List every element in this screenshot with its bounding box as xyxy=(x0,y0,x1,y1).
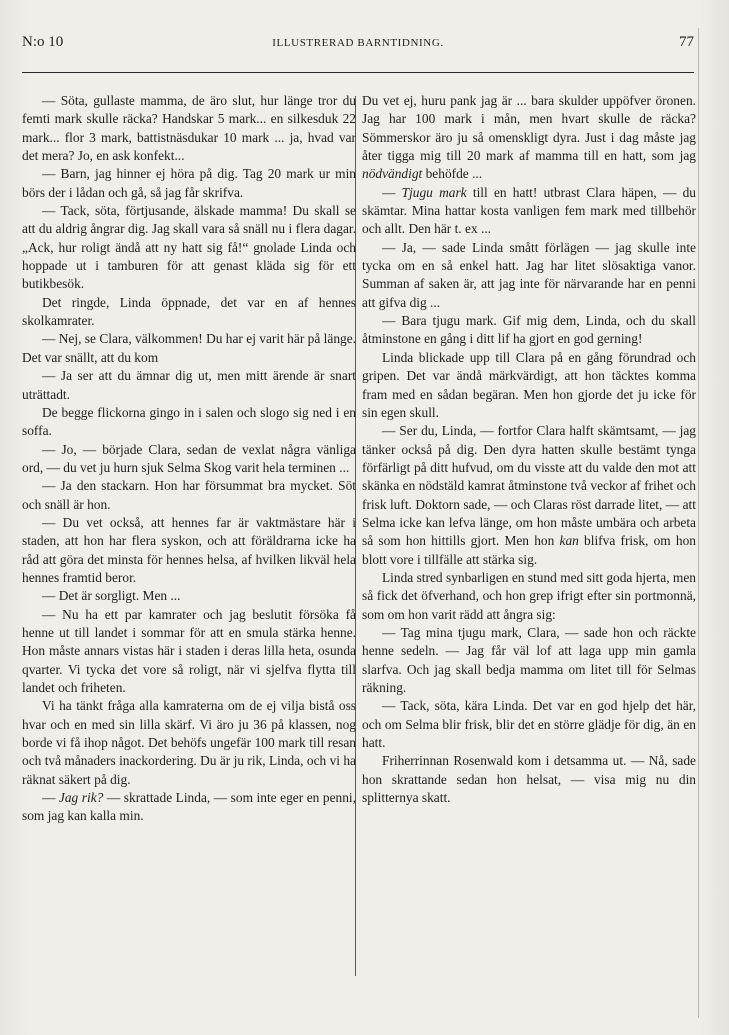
paragraph-text: — Ja ser att du ämnar dig ut, men mitt ärende är snart uträttadt. xyxy=(22,368,356,402)
paragraph xyxy=(22,587,356,605)
paragraph-text: — Ser du, Linda, — fortfor Clara halft skämtsamt, — jag tänker också på dig. Den dyra hatten skulle bestämt tynga förfärligt på ditt hufvud, om du visste att du valde den mot att skänka en nödstäld kamrat åtminstone två veckor af frihet och frisk luft. Doktorn sade, — och Claras röst darrade litet, — att Selma icke kan lefva länge, om hon måste umbära och arbeta så som hon hittills gjort. Men hon xyxy=(362,423,696,549)
paragraph-text: — Ja, — sade Linda smått förlägen — jag skulle inte tycka om en så enkel hatt. Jag har litet slösaktiga vanor. Summan af saken är, att jag inte för närvarande har en penni att gifva dig ... xyxy=(362,239,696,310)
paragraph-text: till en hatt! utbrast Clara häpen, — du skämtar. Mina hattar kosta vanligen fem mark med tillbehör och allt. Den här t. ex ... xyxy=(362,184,696,237)
paragraph xyxy=(22,441,356,478)
paragraph xyxy=(362,422,696,569)
paragraph xyxy=(362,752,696,807)
paragraph xyxy=(362,312,696,349)
paragraph-text: — Söta, gullaste mamma, de äro slut, hur länge tror du femti mark skulle räcka? Handskar 5 mark... en silkesduk 22 mark... flor 3 mark, battistnäsdukar 10 mark ... ja, hvad var det mera? Jo, en ask konfekt... xyxy=(22,93,356,164)
paragraph-text: — Tack, söta, kära Linda. Det var en god hjelp det här, och om Selma blir frisk, blir det en större glädje för dig, än en hatt. xyxy=(362,698,696,751)
paragraph xyxy=(22,477,356,514)
emphasis-text: kan xyxy=(559,533,579,549)
paragraph-text: Linda blickade upp till Clara på en gång förundrad och gripen. Det var ändå märkvärdigt, att hon täcktes komma fram med en sådan begäran. Men hon gjorde det ju icke för sin egen skull. xyxy=(362,349,696,420)
paragraph xyxy=(22,294,356,331)
emphasis-text: nödvändigt xyxy=(362,166,423,182)
paragraph-text: blifva frisk, om hon blott vore i tillfälle att stärka sig. xyxy=(362,533,696,567)
paragraph xyxy=(22,697,356,789)
paragraph-text: — Nej, se Clara, välkommen! Du har ej varit här på länge. Det var snällt, att du kom xyxy=(22,331,356,365)
paragraph xyxy=(22,367,356,404)
issue-number: N:o 10 xyxy=(22,34,64,50)
paragraph xyxy=(362,697,696,752)
paragraph-text: — Ja den stackarn. Hon har försummat bra mycket. Söt och snäll är hon. xyxy=(22,478,356,512)
emphasis-text: Jag rik? xyxy=(58,790,104,806)
left-column xyxy=(22,92,356,826)
paragraph-text: Vi ha tänkt fråga alla kamraterna om de ej vilja bistå oss hvar och en med sin lilla skärf. Vi äro ju 36 på klassen, nog borde vi få ihop något. Det behöfs ungefär 100 mark till resan och två månaders inackordering. Du är ju rik, Linda, och vi ha räknat säkert på dig. xyxy=(22,698,356,787)
paragraph-text: — xyxy=(382,184,402,200)
paragraph xyxy=(22,202,356,294)
page-number: 77 xyxy=(679,34,694,50)
paragraph-text: — Du vet också, att hennes far är vaktmästare här i staden, att hon har flera syskon, och att föräldrarna icke ha råd att göra det minsta för hennes helsa, af hvilken likväl hela hennes framtid beror. xyxy=(22,514,356,585)
paragraph xyxy=(22,606,356,698)
paragraph xyxy=(362,569,696,624)
publication-title: ILLUSTRERAD BARNTIDNING. xyxy=(272,37,444,49)
paragraph-text: — skrattade Linda, — som inte eger en penni, som jag kan kalla min. xyxy=(22,790,356,824)
paragraph-text: — Tag mina tjugu mark, Clara, — sade hon och räckte henne sedeln. — Jag får väl lof att laga upp min gamla slarfva. Och jag skall bedja mamma om litet till för Selmas räkning. xyxy=(362,624,696,695)
paragraph-text: — Det är sorgligt. Men ... xyxy=(42,588,181,604)
paragraph xyxy=(362,184,696,239)
paragraph-text: Du vet ej, huru pank jag är ... bara skulder uppöfver öronen. Jag har 100 mark i mån, men hvart skulle de räcka? Sömmerskor äro ju så omenskligt dyra. Just i dag måste jag åter tigga mig till 20 mark af mamma till en hatt, som jag xyxy=(362,93,696,164)
paragraph xyxy=(22,330,356,367)
paragraph xyxy=(22,514,356,587)
paragraph xyxy=(22,789,356,826)
paragraph-text: — Jo, — började Clara, sedan de vexlat några vänliga ord, — du vet ju hurn sjuk Selma Skog varit hela terminen ... xyxy=(22,441,356,475)
page-edge xyxy=(698,28,699,1018)
header-rule xyxy=(22,72,694,73)
paragraph-text: — Bara tjugu mark. Gif mig dem, Linda, och du skall åtminstone en gång i ditt lif ha gjort en god gerning! xyxy=(362,313,696,347)
paragraph-text: Friherrinnan Rosenwald kom i detsamma ut. — Nå, sade hon skrattande sedan hon helsat, — visa mig nu din splitternya skatt. xyxy=(362,753,696,806)
paragraph xyxy=(22,404,356,441)
page-header xyxy=(22,34,694,58)
paragraph-text: behöfde ... xyxy=(422,166,483,182)
paragraph xyxy=(362,624,696,697)
paragraph xyxy=(362,349,696,422)
paragraph xyxy=(362,239,696,312)
paragraph-text: — xyxy=(42,790,59,806)
paragraph-text: Det ringde, Linda öppnade, det var en af hennes skolkamrater. xyxy=(22,294,356,329)
emphasis-text: Tjugu mark xyxy=(401,184,467,200)
paragraph-text: Linda stred synbarligen en stund med sitt goda hjerta, men så fick det öfverhand, och hon grep ifrigt efter sin portmonnä, som om hon varit rädd att ångra sig: xyxy=(362,569,696,622)
paragraph-text: De begge flickorna gingo in i salen och slogo sig ned i en soffa. xyxy=(22,404,356,439)
paragraph-text: — Barn, jag hinner ej höra på dig. Tag 20 mark ur min börs der i lådan och gå, så jag får skrifva. xyxy=(22,166,356,200)
paragraph-text: — Tack, söta, förtjusande, älskade mamma! Du skall se att du aldrig ångrar dig. Jag skall vara så snäll nu i flera dagar. „Ack, hur roligt ändå att ny hatt sig få!“ gnolade Linda och hoppade ut i tamburen för att genast kläda sig för ett butikbesök. xyxy=(22,203,356,292)
paragraph xyxy=(22,165,356,202)
right-column xyxy=(362,92,696,807)
paragraph xyxy=(22,92,356,165)
paragraph xyxy=(362,92,696,184)
paragraph-text: — Nu ha ett par kamrater och jag beslutit försöka få henne ut till landet i sommar för att en smula stärka henne. Hon måste annars vistas här i staden i deras lilla heta, osunda qvarter. Vi tycka det vore så roligt, när vi sjelfva flytta till landet och friheten. xyxy=(22,606,356,695)
